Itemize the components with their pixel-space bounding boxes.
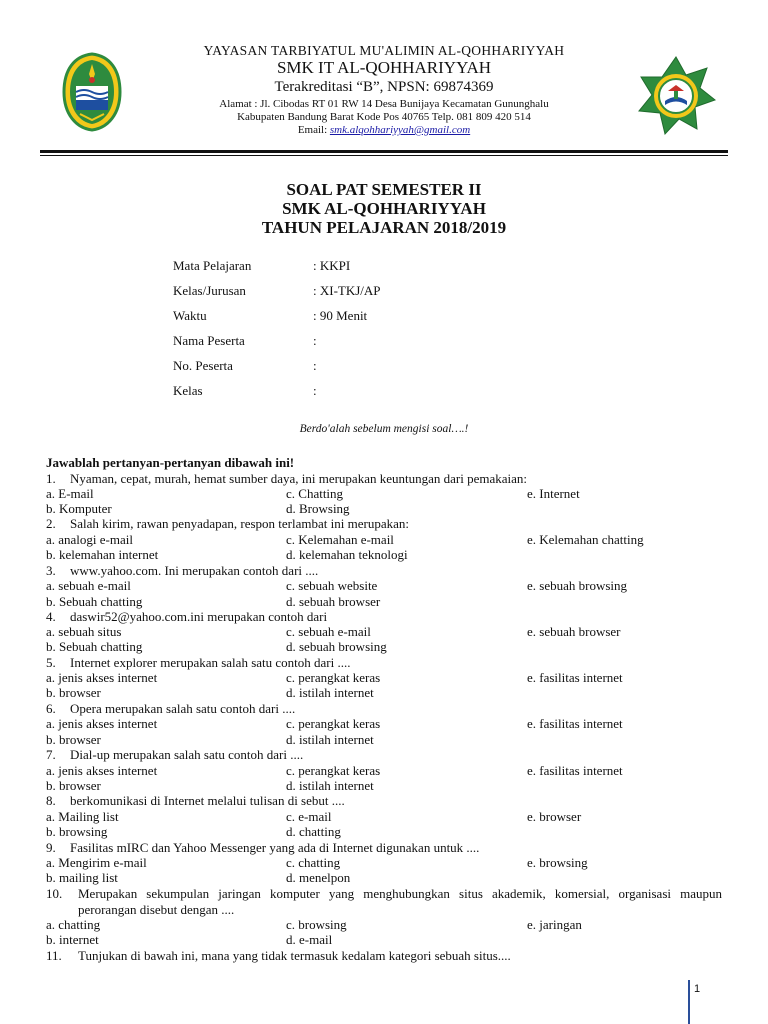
question-number: 9. (46, 840, 56, 855)
info-value: : KKPI (313, 258, 351, 273)
option-c: c. Chatting (286, 486, 344, 501)
option-c: c. e-mail (286, 809, 332, 824)
info-label: Mata Pelajaran (173, 258, 252, 273)
option-c: c. chatting (286, 855, 341, 870)
option-c: c. sebuah e-mail (286, 624, 371, 639)
option-a: a. sebuah e-mail (46, 578, 131, 593)
option-c: c. perangkat keras (286, 763, 381, 778)
option-d: d. istilah internet (286, 732, 374, 747)
info-value: : (313, 358, 317, 373)
option-e: e. jaringan (527, 917, 582, 932)
option-a: a. Mailing list (46, 809, 119, 824)
option-b: b. Komputer (46, 501, 112, 516)
west-java-emblem-icon (62, 52, 122, 132)
question-number: 10. (46, 886, 63, 901)
option-a: a. jenis akses internet (46, 716, 158, 731)
option-d: d. menelpon (286, 870, 351, 885)
option-d: d. e-mail (286, 932, 333, 947)
option-b: b. browsing (46, 824, 108, 839)
option-c: c. perangkat keras (286, 670, 381, 685)
option-e: e. browser (527, 809, 582, 824)
option-c: c. perangkat keras (286, 716, 381, 731)
option-e: e. sebuah browsing (527, 578, 628, 593)
question-number: 1. (46, 471, 56, 486)
option-d: d. kelemahan teknologi (286, 547, 408, 562)
page-number-bar (688, 980, 690, 1024)
foundation-name: YAYASAN TARBIYATUL MU'ALIMIN AL-QOHHARIYYAH (203, 43, 565, 58)
address-line-1: Alamat : Jl. Cibodas RT 01 RW 14 Desa Bunijaya Kecamatan Gununghalu (219, 98, 549, 110)
option-a: a. jenis akses internet (46, 670, 158, 685)
option-b: b. internet (46, 932, 99, 947)
option-e: e. fasilitas internet (527, 763, 623, 778)
school-name: SMK IT AL-QOHHARIYYAH (276, 58, 492, 77)
option-a: a. E-mail (46, 486, 94, 501)
option-b: b. kelemahan internet (46, 547, 159, 562)
question-text: daswir52@yahoo.com.ini merupakan contoh dari (70, 609, 328, 624)
option-d: d. chatting (286, 824, 341, 839)
option-a: a. Mengirim e-mail (46, 855, 147, 870)
exam-title: SOAL PAT SEMESTER II (286, 180, 482, 199)
info-label: No. Peserta (173, 358, 233, 373)
option-b: b. Sebuah chatting (46, 639, 143, 654)
question-text: Salah kirim, rawan penyadapan, respon terlambat ini merupakan: (70, 516, 409, 531)
info-label: Waktu (173, 308, 207, 323)
question-text: Nyaman, cepat, murah, hemat sumber daya, ini merupakan keuntungan dari pemakaian: (70, 471, 527, 486)
info-label: Kelas (173, 383, 203, 398)
option-a: a. analogi e-mail (46, 532, 133, 547)
option-e: e. Kelemahan chatting (527, 532, 644, 547)
question-text: www.yahoo.com. Ini merupakan contoh dari .... (70, 563, 319, 578)
instruction: Jawablah pertanyan-pertanyan dibawah ini! (46, 455, 295, 470)
option-d: d. sebuah browsing (286, 639, 387, 654)
option-b: b. Sebuah chatting (46, 594, 143, 609)
option-e: e. Internet (527, 486, 580, 501)
question-text: Dial-up merupakan salah satu contoh dari .... (70, 747, 304, 762)
option-a: a. sebuah situs (46, 624, 122, 639)
question-number: 7. (46, 747, 56, 762)
question-text: Tunjukan di bawah ini, mana yang tidak termasuk kedalam kategori sebuah situs.... (78, 948, 511, 963)
option-e: e. browsing (527, 855, 588, 870)
option-a: a. chatting (46, 917, 101, 932)
address-line-2: Kabupaten Bandung Barat Kode Pos 40765 Telp. 081 809 420 514 (237, 111, 531, 123)
option-d: d. istilah internet (286, 778, 374, 793)
question-text: Fasilitas mIRC dan Yahoo Messenger yang ada di Internet digunakan untuk .... (70, 840, 480, 855)
info-value: : (313, 333, 317, 348)
option-c: c. browsing (286, 917, 347, 932)
school-star-emblem-icon (635, 55, 717, 137)
page-number: 1 (694, 983, 701, 995)
exam-school: SMK AL-QOHHARIYYAH (282, 199, 486, 218)
prayer-note: Berdo'alah sebelum mengisi soal….! (299, 423, 469, 435)
exam-year: TAHUN PELAJARAN 2018/2019 (261, 218, 507, 237)
option-e: e. fasilitas internet (527, 716, 623, 731)
header-rule-thin (40, 155, 728, 156)
option-e: e. fasilitas internet (527, 670, 623, 685)
option-d: d. sebuah browser (286, 594, 381, 609)
question-number: 6. (46, 701, 56, 716)
question-text: Internet explorer merupakan salah satu contoh dari .... (70, 655, 351, 670)
option-b: b. browser (46, 778, 101, 793)
info-value: : 90 Menit (313, 308, 368, 323)
question-text: Merupakan sekumpulan jaringan komputer yang menghubungkan situs akademik, komersial, organisasi maupun perorangan disebut dengan .... (78, 886, 722, 917)
option-c: c. Kelemahan e-mail (286, 532, 394, 547)
info-label: Nama Peserta (173, 333, 245, 348)
question-number: 11. (46, 948, 62, 963)
question-text: Opera merupakan salah satu contoh dari .... (70, 701, 296, 716)
option-b: b. browser (46, 685, 101, 700)
question-number: 4. (46, 609, 56, 624)
option-c: c. sebuah website (286, 578, 378, 593)
email-link[interactable]: smk.alqohhariyyah@gmail.com (329, 124, 471, 136)
option-b: b. mailing list (46, 870, 118, 885)
option-d: d. istilah internet (286, 685, 374, 700)
email-label: Email: (297, 124, 328, 136)
info-label: Kelas/Jurusan (173, 283, 246, 298)
question-number: 8. (46, 793, 56, 808)
option-b: b. browser (46, 732, 101, 747)
info-value: : (313, 383, 317, 398)
question-number: 5. (46, 655, 56, 670)
info-value: : XI-TKJ/AP (313, 283, 381, 298)
question-number: 3. (46, 563, 56, 578)
question-number: 2. (46, 516, 56, 531)
option-d: d. Browsing (286, 501, 350, 516)
option-e: e. sebuah browser (527, 624, 621, 639)
header-rule-thick (40, 150, 728, 153)
question-text: berkomunikasi di Internet melalui tulisan di sebut .... (70, 793, 345, 808)
accreditation: Terakreditasi “B”, NPSN: 69874369 (274, 79, 494, 95)
email-line (150, 124, 618, 136)
option-a: a. jenis akses internet (46, 763, 158, 778)
